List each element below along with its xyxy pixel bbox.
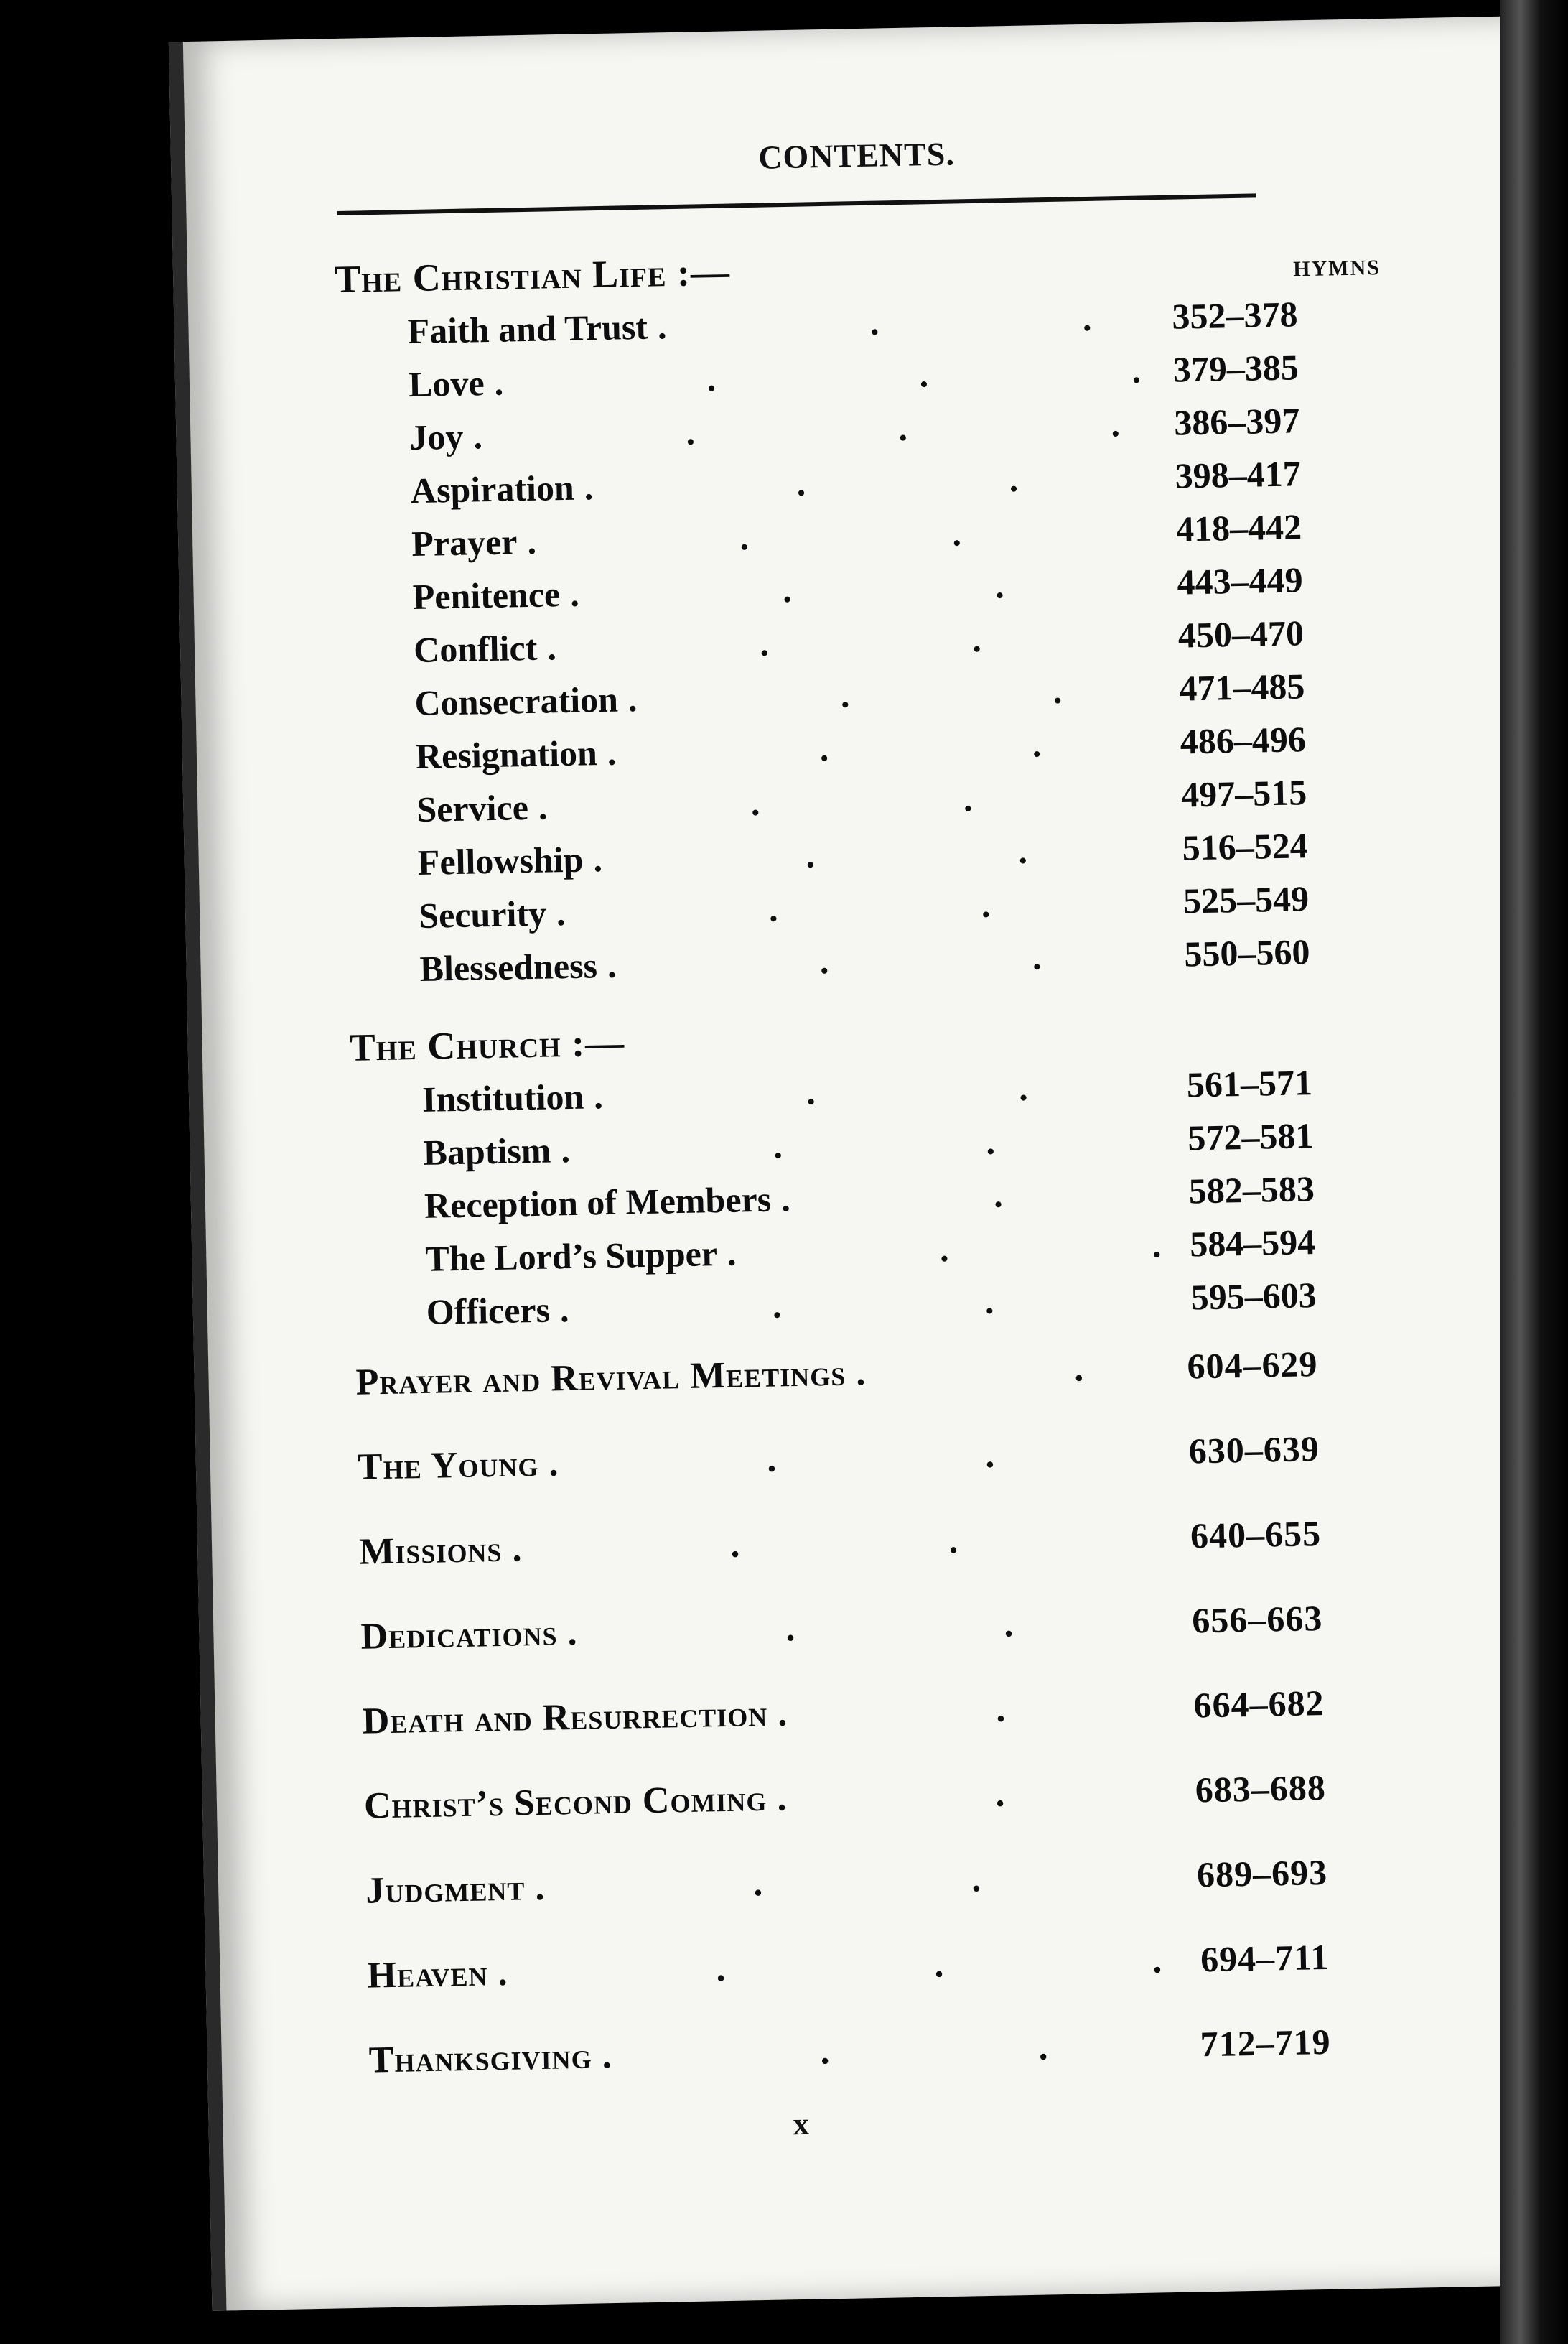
entry-range: 584–594 xyxy=(1189,1222,1316,1265)
entry-range: 689–693 xyxy=(1196,1851,1328,1895)
book-page xyxy=(169,16,1568,2311)
dot-leader xyxy=(607,928,1157,992)
entry-label: The Young xyxy=(357,1443,539,1488)
hymns-column-header: HYMNS xyxy=(1292,256,1381,282)
dot-leader xyxy=(601,2003,1177,2098)
entry-range: 418–442 xyxy=(1175,506,1302,549)
dot-leader xyxy=(511,1494,1168,1592)
entry-range: 486–496 xyxy=(1180,719,1307,762)
entry-range: 497–515 xyxy=(1180,772,1307,815)
entry-range: 398–417 xyxy=(1175,453,1302,496)
dot-leader xyxy=(534,1833,1175,1930)
contents-list xyxy=(335,236,1332,2102)
entry-label: Blessedness xyxy=(419,945,598,989)
dot-leader xyxy=(780,1165,1161,1225)
entry-label: Security xyxy=(418,893,547,936)
page-title: CONTENTS. xyxy=(757,135,956,176)
entry-label: Resignation xyxy=(415,732,598,777)
entry-label: Death and Resurrection xyxy=(362,1693,768,1742)
entry-label: Joy xyxy=(409,416,464,458)
entry-label: Conflict xyxy=(413,627,538,671)
entry-range: 516–524 xyxy=(1182,825,1309,868)
dot-leader xyxy=(777,1664,1172,1756)
entry-label: Faith and Trust xyxy=(407,306,648,352)
dot-leader xyxy=(776,1749,1173,1841)
entry-label: Reception of Members xyxy=(424,1178,772,1226)
entry-label: Love xyxy=(408,363,485,405)
entry-range: 683–688 xyxy=(1195,1767,1327,1810)
header-rule xyxy=(337,193,1256,215)
entry-label: Missions xyxy=(358,1528,503,1573)
entry-label: Aspiration xyxy=(410,467,575,511)
entry-label: Thanksgiving xyxy=(368,2035,593,2081)
entry-label: Christ’s Second Coming xyxy=(363,1777,767,1827)
entry-range: 352–378 xyxy=(1171,294,1298,337)
entry-range: 630–639 xyxy=(1188,1428,1320,1471)
entry-label: Penitence xyxy=(412,574,561,618)
entry-label: Baptism xyxy=(423,1130,551,1173)
entry-range: 604–629 xyxy=(1186,1344,1319,1387)
entry-range: 656–663 xyxy=(1191,1597,1323,1641)
entry-range: 595–603 xyxy=(1190,1275,1317,1318)
dot-leader xyxy=(627,662,1152,725)
entry-range: 694–711 xyxy=(1200,1936,1330,1980)
entry-range: 450–470 xyxy=(1177,613,1305,656)
entry-label: Fellowship xyxy=(417,839,584,883)
entry-label: Consecration xyxy=(414,679,619,724)
entry-label: Dedications xyxy=(360,1612,558,1657)
entry-label: Heaven xyxy=(367,1953,488,1996)
entry-range: 525–549 xyxy=(1182,878,1310,921)
entry-range: 640–655 xyxy=(1190,1513,1322,1556)
entry-label: Service xyxy=(416,787,529,829)
entry-range: 386–397 xyxy=(1173,400,1300,443)
dot-leader xyxy=(855,1325,1165,1415)
entry-range: 379–385 xyxy=(1172,347,1299,390)
entry-label: Prayer xyxy=(411,521,518,564)
entry-label: Institution xyxy=(421,1076,584,1120)
dot-leader xyxy=(727,1218,1162,1280)
entry-range: 572–581 xyxy=(1187,1115,1314,1158)
entry-range: 471–485 xyxy=(1178,666,1305,709)
entry-label: Judgment xyxy=(365,1867,526,1912)
dot-leader xyxy=(548,1410,1167,1506)
entry-label: Officers xyxy=(426,1289,551,1332)
entry-range: 550–560 xyxy=(1183,931,1310,975)
entry-label: Prayer and Revival Meetings xyxy=(355,1352,846,1403)
book-spine-edge xyxy=(1500,0,1568,2344)
dot-leader xyxy=(657,290,1144,353)
entry-range: 712–719 xyxy=(1200,2021,1332,2065)
entry-range: 443–449 xyxy=(1177,559,1304,603)
section-heading-christian-life: The Christian Life :— xyxy=(334,250,731,302)
section-heading-church: The Church :— xyxy=(349,1020,625,1069)
entry-range: 561–571 xyxy=(1186,1062,1313,1105)
page-number: x xyxy=(793,2106,810,2142)
dot-leader xyxy=(566,1579,1170,1675)
entry-range: 664–682 xyxy=(1193,1682,1325,1726)
entry-range: 582–583 xyxy=(1188,1168,1315,1211)
entry-label: The Lord’s Supper xyxy=(424,1233,718,1279)
dot-leader xyxy=(497,1918,1176,2016)
